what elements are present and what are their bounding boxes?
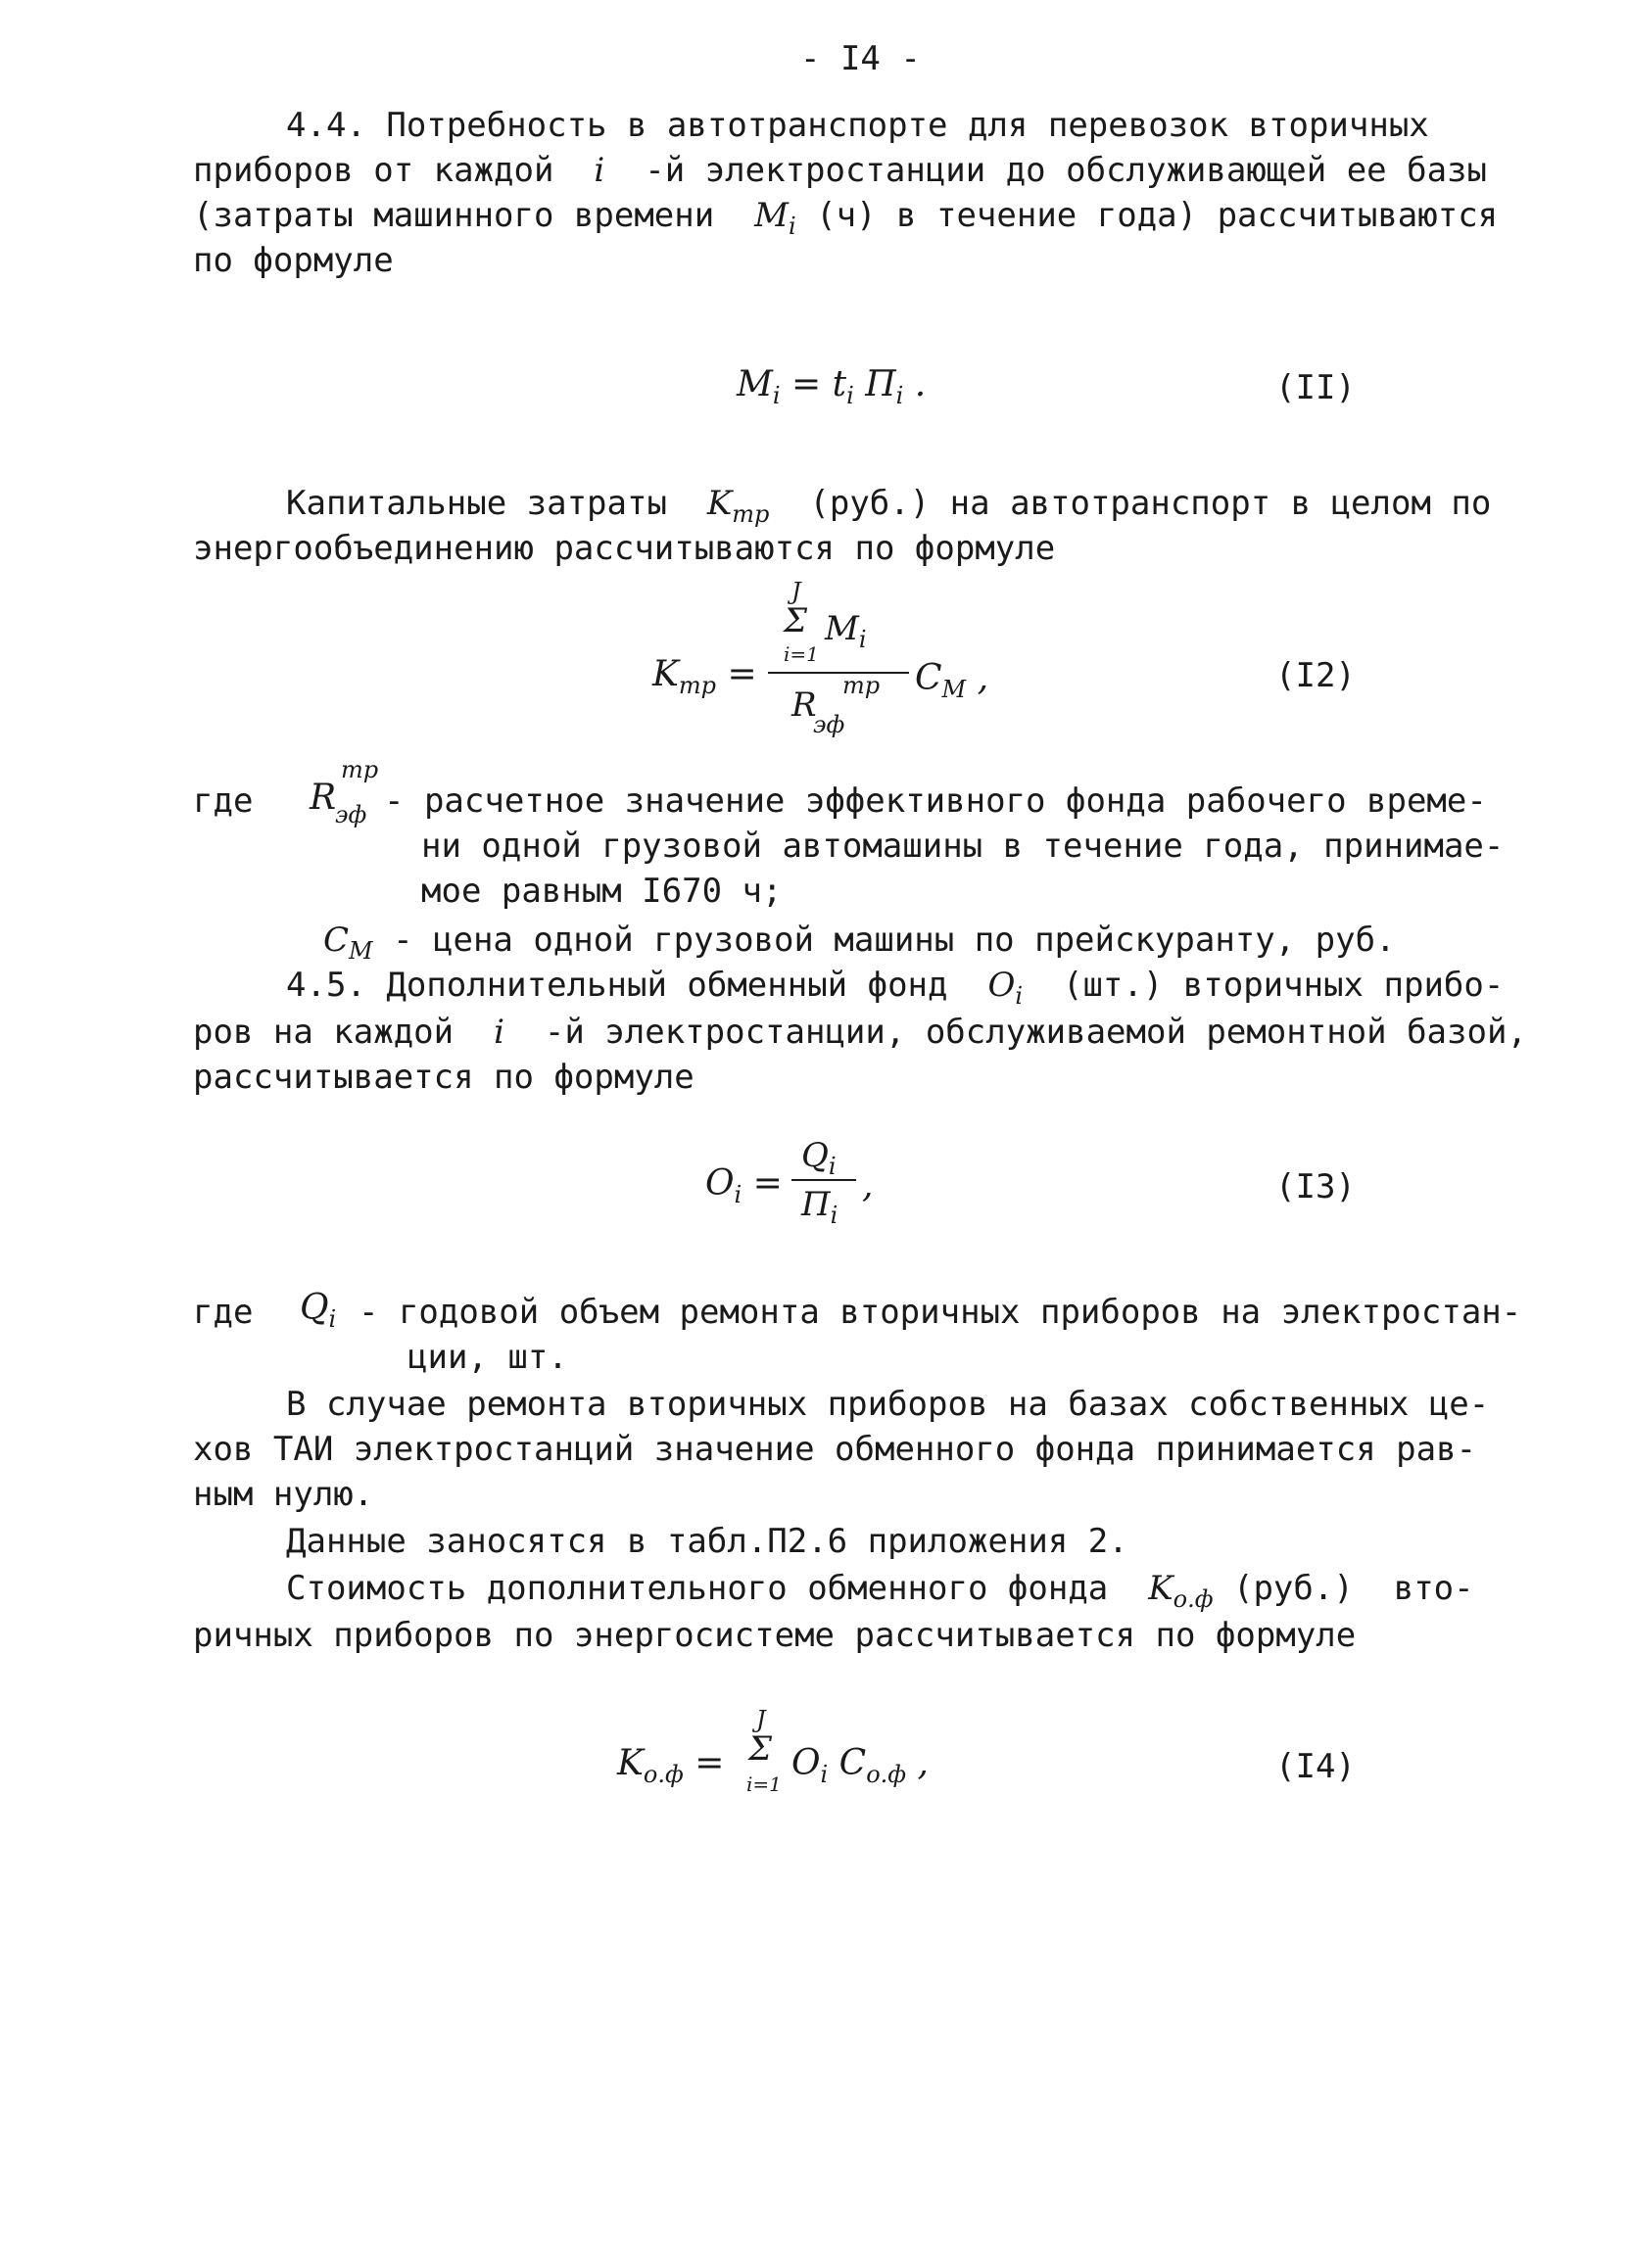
where2-Q-letter: Q [300,1288,329,1328]
p44-line-3-b: (ч) в течение года) рассчитываются [816,196,1499,235]
p44-line-1: 4.4. Потребность в автотранспорте для перевозок вторичных [286,106,1429,145]
f12-lhs: K [652,654,679,694]
p44-line-2-a: приборов от каждой [193,151,554,190]
f12-R-sup: тр [842,672,881,699]
f13-lhs: O [705,1163,735,1204]
f13-lhs-sub: i [734,1181,742,1209]
cap-line-1 [286,484,1491,534]
cost-var-K-sub: о.ф [1173,1584,1214,1613]
cost-line-2: ричных приборов по энергосистеме рассчитывается по формуле [193,1616,1357,1655]
f14-C-sub: о.ф [866,1761,907,1789]
p44-line-2-b: -й электростанции до обслуживающей ее базы [645,151,1487,190]
f14-sum-top: J [756,1706,766,1733]
cap-line-2: энергообъединению рассчитываются по формуле [193,529,1056,568]
var-M-sub: i [789,212,796,240]
f13-eq: = [752,1163,783,1204]
f12-eq: = [727,654,757,694]
p45-index-i: i [494,1013,504,1052]
p45-line-2-b: -й электростанции, обслуживаемой ремонтной базой, [544,1013,1527,1052]
p45-line-1-b: (шт.) вторичных прибо- [1062,966,1505,1005]
f14-comma: , [917,1743,929,1783]
where1-R: R [310,778,337,818]
p44-line-3-a: (затраты машинного времени [193,196,715,235]
f13-P: П [801,1185,831,1224]
where1-C: C [323,921,350,960]
p45-line-1-a: 4.5. Дополнительный обменный фонд [286,966,948,1005]
f11-rhs-sub: i [895,382,904,410]
where1-gde: где [193,781,254,821]
f14-O-sub: i [820,1761,829,1789]
where2-gde: где [193,1293,254,1332]
cap-var: K [706,484,733,523]
p45-line-2 [193,1013,1527,1052]
var-M: M [754,196,789,235]
where1-R-sup: тр [341,756,379,783]
f11-lhs: M [737,364,773,404]
f14-lhs-sub: о.ф [643,1761,684,1789]
p45-line-2-a: ров на каждой [193,1013,455,1052]
cost-line-1 [286,1569,1474,1619]
where1-line-4-text: - цена одной грузовой машины по прейскуранту, руб. [393,921,1396,960]
f12-R: R [791,685,817,725]
f12-C [915,658,988,703]
page-number: - I4 - [800,39,921,78]
cost-var-K: K [1148,1569,1173,1608]
f12-sum-bottom: i=1 [784,642,819,666]
f12-C-sub: M [941,676,967,704]
where2-line-1: - годовой объем ремонта вторичных приборов на электростан- [359,1293,1522,1332]
formula-13-lhs [705,1163,783,1208]
where1-line-4 [323,921,1396,970]
f12-comma: , [977,658,989,698]
f11-end: . [914,364,927,404]
equation-number-11: (II) [1275,368,1356,407]
f13-comma: , [862,1165,874,1205]
equation-number-13: (I3) [1275,1167,1356,1206]
p45-var-O: O [987,966,1016,1005]
f12-M: M [825,609,859,648]
f11-rhs: П [865,364,896,404]
f12-lhs-sub: тр [678,672,717,700]
formula-14-lhs [617,1743,724,1788]
p44-line-4: по формуле [193,241,394,280]
p45-var-O-sub: i [1015,981,1024,1010]
f13-Q: Q [801,1136,829,1175]
where1-line-3: мое равным I670 ч; [421,872,783,911]
where1-line-1: - расчетное значение эффективного фонда рабочего време- [384,781,1487,821]
where2-Q [300,1289,336,1339]
f12-C-letter: C [915,658,942,698]
data-line: Данные заносятся в табл.П2.6 приложения 2. [286,1522,1128,1561]
case-line-1: В случае ремонта вторичных приборов на базах собственных це- [286,1385,1490,1424]
f14-O: O [791,1743,821,1783]
cost-line-1-a: Стоимость дополнительного обменного фонда [286,1569,1109,1608]
f12-M-sub: i [858,625,867,653]
p45-line-3: рассчитывается по формуле [193,1058,694,1097]
p44-line-2 [193,151,1487,190]
f13-fraction-bar [791,1179,856,1181]
where1-C-sub: M [349,936,373,965]
f12-R-sub: эф [813,711,845,738]
f11-t-sub: i [846,382,854,410]
cap-line-1-b: (руб.) на автотранспорт в целом по [809,484,1492,523]
f12-sum-sign: Σ [784,601,808,640]
f12-num-M [825,609,867,653]
f14-sum-sign: Σ [748,1729,773,1769]
f12-sum-top: J [791,578,801,605]
case-line-2: хов ТАИ электростанций значение обменного фонда принимается рав- [193,1430,1477,1469]
f11-eq: = t [791,364,847,404]
index-i: i [594,151,605,190]
where1-R-sub: эф [335,801,367,828]
f14-sum-bottom: i=1 [746,1772,782,1796]
equation-number-12: (I2) [1275,656,1356,695]
cap-line-1-a: Капитальные затраты [286,484,667,523]
f13-P-sub: i [830,1201,838,1229]
f12-fraction-bar [768,672,909,674]
p44-line-3 [193,196,1498,246]
where1-line-2: ни одной грузовой автомашины в течение года, принимае- [421,827,1505,866]
f13-numerator [801,1136,837,1180]
f11-lhs-sub: i [772,382,781,410]
f13-Q-sub: i [828,1152,837,1180]
where2-Q-sub: i [328,1305,337,1334]
p45-line-1 [286,966,1504,1016]
equation-number-14: (I4) [1275,1747,1356,1786]
cost-line-1-b: (руб.) вто- [1232,1569,1474,1608]
f14-C: C [838,1743,867,1783]
where2-line-2: ции, шт. [407,1338,568,1377]
f13-denominator [801,1185,838,1229]
f14-rhs [791,1743,929,1788]
f14-eq: = [694,1743,725,1783]
formula-11 [737,364,926,409]
case-line-3: ным нулю. [193,1475,374,1514]
f14-lhs: K [617,1743,644,1783]
formula-12-lhs [652,654,757,699]
cap-var-sub: тр [732,499,770,528]
